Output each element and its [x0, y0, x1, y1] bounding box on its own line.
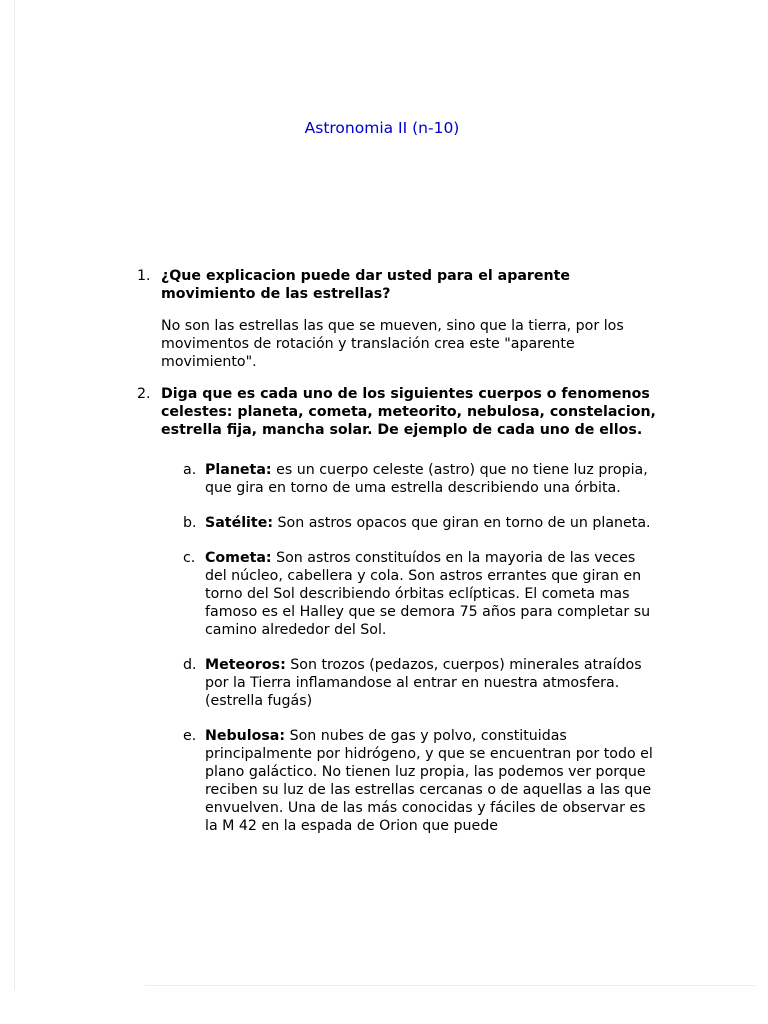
definition-item-planeta [183, 461, 660, 497]
page-title: Astronomia II (n-10) [304, 119, 460, 137]
question-2 [137, 385, 661, 835]
item-letter: a. [183, 462, 197, 478]
item-letter: c. [183, 550, 196, 566]
definition-item-satelite [183, 514, 660, 532]
question-1 [137, 267, 661, 371]
definition-item-nebulosa [183, 727, 660, 835]
item-text: Son astros opacos que giran en torno de un planeta. [273, 515, 651, 531]
question-number: 2. [137, 386, 151, 402]
item-letter: d. [183, 657, 197, 673]
item-letter: e. [183, 728, 197, 744]
document-content [137, 267, 661, 852]
item-letter: b. [183, 515, 197, 531]
item-text: Son nubes de gas y polvo, constituidas principalmente por hidrógeno, y que se encuentran por todo el plano galáctico. No tienen luz propia, las podemos ver porque reciben su luz de las estrellas cercanas o de aquellas a las que envuelven. Una de las más conocidas y fáciles de observar es la M 42 en la espada de Orion que puede [205, 728, 653, 834]
bottom-rule [145, 985, 755, 986]
question-text: Diga que es cada uno de los siguientes cuerpos o fenomenos celestes: planeta, cometa, meteorito, nebulosa, constelacion, estrella fija, mancha solar. De ejemplo de cada uno de ellos. [161, 386, 656, 438]
definition-item-cometa [183, 549, 660, 639]
item-term: Satélite: [205, 515, 274, 531]
definition-list [183, 461, 660, 835]
item-text: Son astros constituídos en la mayoria de las veces del núcleo, cabellera y cola. Son astros errantes que giran en torno del Sol describiendo órbitas eclípticas. El cometa mas famoso es el Halley que se demora 75 años para completar su camino alrededor del Sol. [205, 550, 651, 638]
item-term: Nebulosa: [205, 728, 286, 744]
question-text: ¿Que explicacion puede dar usted para el aparente movimiento de las estrellas? [161, 268, 571, 302]
answer-text: No son las estrellas las que se mueven, sino que la tierra, por los movimentos de rotación y translación crea este "aparente movimiento". [161, 318, 624, 370]
item-term: Cometa: [205, 550, 272, 566]
definition-item-meteoros [183, 656, 660, 710]
item-term: Planeta: [205, 462, 272, 478]
left-margin-rule [14, 0, 15, 990]
item-term: Meteoros: [205, 657, 286, 673]
item-text: Son trozos (pedazos, cuerpos) minerales atraídos por la Tierra inflamandose al entrar en nuestra atmosfera. (estrella fugás) [205, 657, 642, 709]
question-number: 1. [137, 268, 151, 284]
item-text: es un cuerpo celeste (astro) que no tiene luz propia, que gira en torno de uma estrella describiendo una órbita. [205, 462, 648, 496]
